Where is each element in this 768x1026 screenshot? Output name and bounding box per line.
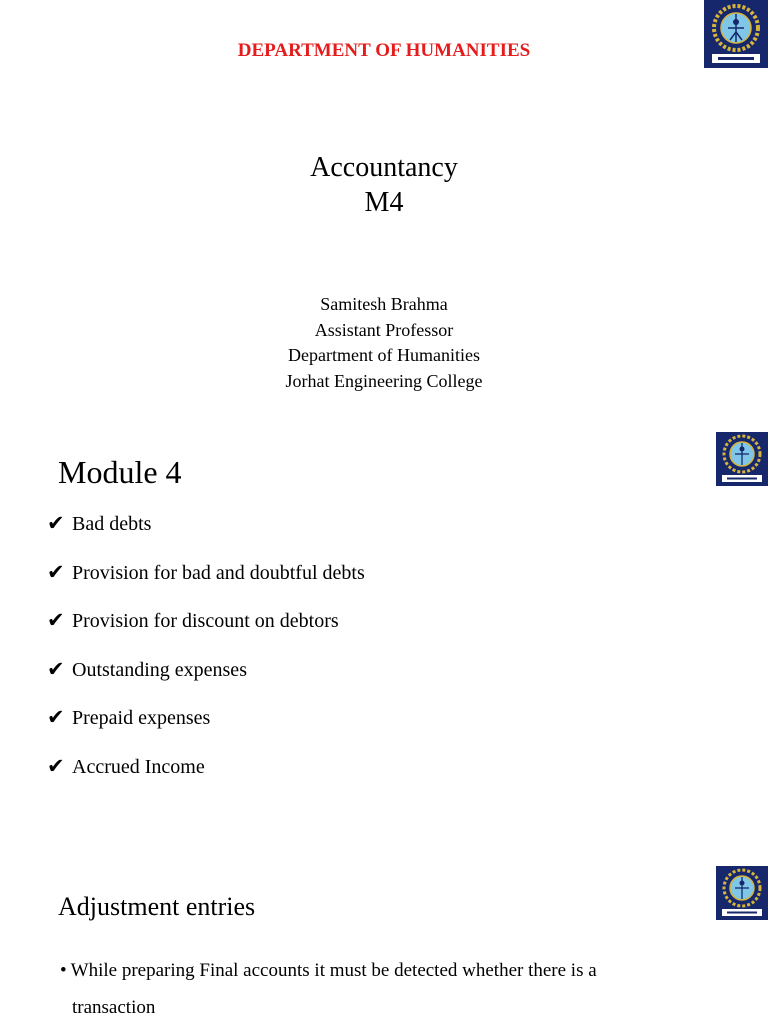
- checkmark-icon: ✔: [47, 656, 65, 681]
- checkmark-icon: ✔: [47, 511, 65, 535]
- topic-label: Accrued Income: [72, 755, 205, 778]
- topic-label: Prepaid expenses: [72, 707, 211, 730]
- adjustment-slide: [0, 840, 768, 1024]
- list-item: [47, 656, 365, 705]
- bullet-paragraph: [60, 952, 680, 1026]
- checkmark-icon: ✔: [47, 559, 65, 584]
- topic-label: Provision for bad and doubtful debts: [72, 561, 365, 584]
- topic-label: Provision for discount on debtors: [72, 610, 339, 633]
- author-department: Department of Humanities: [288, 345, 480, 365]
- module-slide: [0, 410, 768, 840]
- author-college: Jorhat Engineering College: [285, 370, 483, 391]
- author-name: Samitesh Brahma: [320, 294, 448, 314]
- list-item: [47, 753, 365, 802]
- department-header: DEPARTMENT OF HUMANITIES: [237, 40, 531, 61]
- title-slide: [0, 0, 768, 410]
- course-title-line2: M4: [364, 187, 404, 218]
- module-title: Module 4: [58, 454, 182, 490]
- author-block: [0, 292, 768, 394]
- list-item: [47, 510, 365, 559]
- author-designation: Assistant Professor: [314, 319, 454, 340]
- list-item: [47, 559, 365, 608]
- checkmark-icon: ✔: [47, 705, 65, 730]
- college-emblem-icon: [716, 866, 768, 920]
- section-title: Adjustment entries: [58, 892, 256, 921]
- topic-label: Bad debts: [72, 513, 152, 535]
- checkmark-icon: ✔: [47, 608, 65, 633]
- list-item: [47, 607, 365, 656]
- course-title: [0, 150, 768, 220]
- checkmark-icon: ✔: [47, 753, 65, 778]
- topic-list: [47, 510, 365, 802]
- bullet-text-line2: transaction: [72, 997, 156, 1018]
- course-title-line1: Accountancy: [310, 152, 458, 183]
- list-item: [47, 704, 365, 753]
- bullet-text-line1: While preparing Final accounts it must be detected whether there is a: [70, 960, 597, 981]
- bullet-icon: •: [60, 960, 67, 981]
- topic-label: Outstanding expenses: [72, 658, 247, 681]
- college-emblem-icon: [716, 432, 768, 486]
